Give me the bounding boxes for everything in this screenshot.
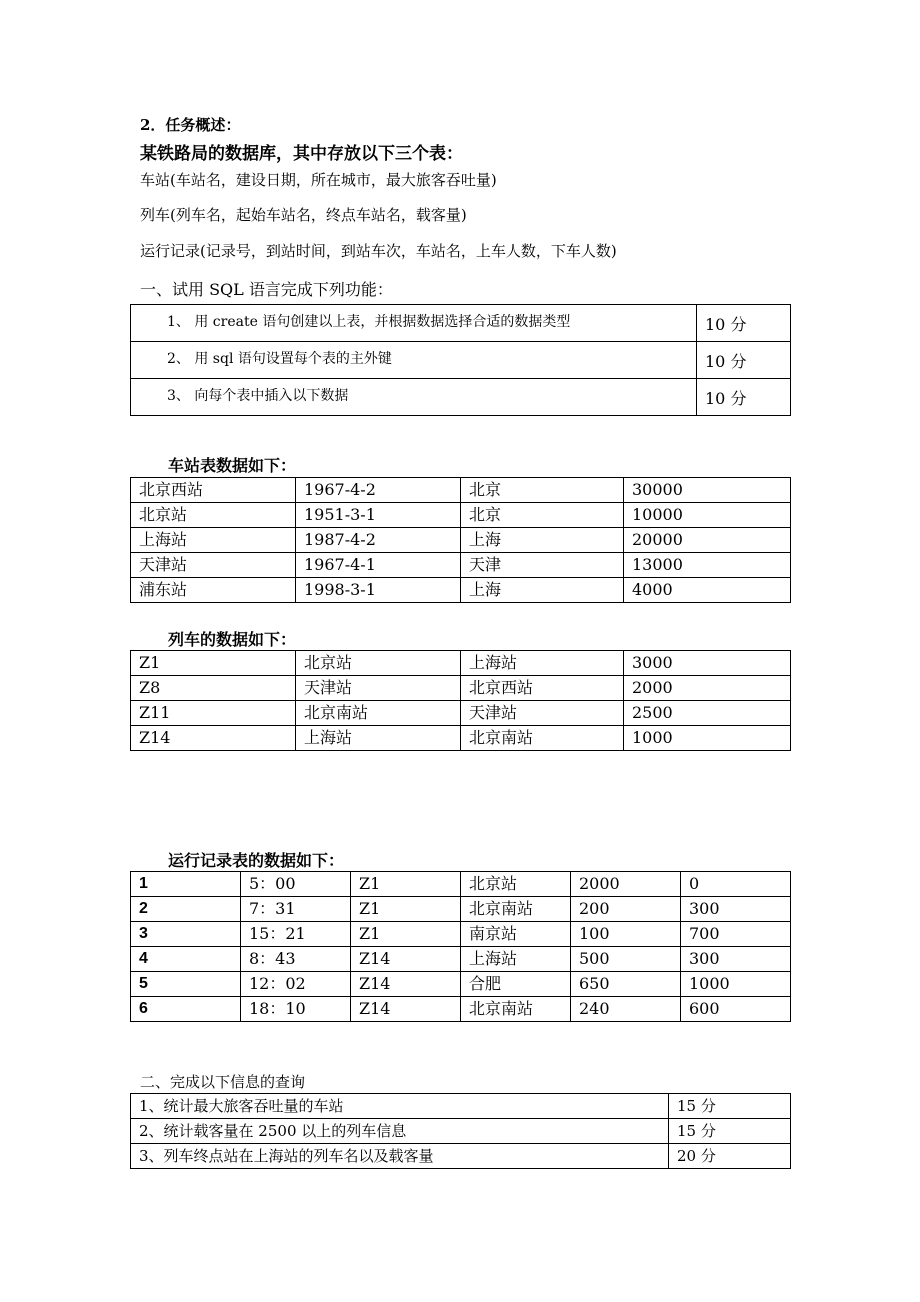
query-text: 2、统计载客量在 2500 以上的列车信息 (131, 1119, 669, 1144)
table-cell: 浦东站 (131, 578, 296, 603)
table-cell: 5 (131, 972, 241, 997)
table-cell: 4 (131, 947, 241, 972)
table-cell: 北京 (461, 503, 624, 528)
task-score: 10 分 (697, 305, 791, 342)
task-score: 10 分 (697, 379, 791, 416)
schema-line-train: 列车(列车名，起始车站名，终点车站名，载客量) (140, 206, 467, 224)
table-cell: 5：00 (241, 872, 351, 897)
table-row (131, 972, 791, 997)
table-cell: 8：43 (241, 947, 351, 972)
table-row (131, 503, 791, 528)
train-table-caption: 列车的数据如下： (168, 630, 297, 649)
task-row (131, 379, 791, 416)
task-row (131, 342, 791, 379)
table-cell: 700 (681, 922, 791, 947)
schema-line-record: 运行记录(记录号，到站时间，到站车次，车站名，上车人数，下车人数) (140, 242, 617, 260)
table-row (131, 922, 791, 947)
train-table (130, 650, 791, 751)
table-cell: 300 (681, 897, 791, 922)
table-cell: 12：02 (241, 972, 351, 997)
table-row (131, 478, 791, 503)
table-cell: 北京南站 (461, 897, 571, 922)
table-cell: 15：21 (241, 922, 351, 947)
table-cell: 650 (571, 972, 681, 997)
table-cell: Z1 (351, 872, 461, 897)
table-cell: 200 (571, 897, 681, 922)
table-cell: Z14 (351, 997, 461, 1022)
table-cell: 合肥 (461, 972, 571, 997)
table-cell: 北京站 (461, 872, 571, 897)
heading: 某铁路局的数据库，其中存放以下三个表： (140, 144, 463, 164)
table-cell: 1987-4-2 (296, 528, 461, 553)
table-cell: 7：31 (241, 897, 351, 922)
task-text: 3、 向每个表中插入以下数据 (131, 379, 697, 416)
table-cell: 上海 (461, 578, 624, 603)
table-cell: 2000 (624, 676, 791, 701)
table-cell: 18：10 (241, 997, 351, 1022)
table-cell: Z1 (351, 897, 461, 922)
table-cell: 1000 (624, 726, 791, 751)
table-cell: 1 (131, 872, 241, 897)
table-cell: 天津站 (461, 701, 624, 726)
table-cell: 6 (131, 997, 241, 1022)
table-cell: Z14 (351, 972, 461, 997)
table-row (131, 651, 791, 676)
table-cell: 30000 (624, 478, 791, 503)
table-cell: 北京南站 (296, 701, 461, 726)
section-title: 2．任务概述： (140, 116, 241, 134)
table-cell: Z14 (131, 726, 296, 751)
station-table-caption: 车站表数据如下： (168, 456, 297, 475)
table-cell: 2500 (624, 701, 791, 726)
table-cell: 0 (681, 872, 791, 897)
table-cell: 20000 (624, 528, 791, 553)
task-row (131, 305, 791, 342)
task-text: 1、 用 create 语句创建以上表，并根据数据选择合适的数据类型 (131, 305, 697, 342)
table-row (131, 872, 791, 897)
table-cell: 天津站 (131, 553, 296, 578)
record-table-caption: 运行记录表的数据如下： (168, 851, 345, 870)
table-cell: 天津站 (296, 676, 461, 701)
table-cell: 1000 (681, 972, 791, 997)
table-cell: 2 (131, 897, 241, 922)
query-score: 15 分 (669, 1119, 791, 1144)
part2-title: 二、完成以下信息的查询 (140, 1073, 306, 1091)
station-table (130, 477, 791, 603)
table-cell: 北京站 (296, 651, 461, 676)
task-table (130, 304, 791, 416)
table-cell: 2000 (571, 872, 681, 897)
table-cell: 13000 (624, 553, 791, 578)
table-cell: 天津 (461, 553, 624, 578)
task-text: 2、 用 sql 语句设置每个表的主外键 (131, 342, 697, 379)
record-table (130, 871, 791, 1022)
table-row (131, 528, 791, 553)
query-score: 15 分 (669, 1094, 791, 1119)
schema-line-station: 车站(车站名，建设日期，所在城市，最大旅客吞吐量) (140, 171, 497, 189)
table-row (131, 1119, 791, 1144)
table-cell: 10000 (624, 503, 791, 528)
table-cell: 北京南站 (461, 997, 571, 1022)
table-cell: 240 (571, 997, 681, 1022)
table-cell: 500 (571, 947, 681, 972)
table-cell: 上海站 (131, 528, 296, 553)
table-cell: 3 (131, 922, 241, 947)
table-cell: 上海站 (296, 726, 461, 751)
table-cell: Z11 (131, 701, 296, 726)
table-row (131, 897, 791, 922)
table-cell: 北京站 (131, 503, 296, 528)
table-row (131, 676, 791, 701)
table-cell: 北京南站 (461, 726, 624, 751)
table-cell: Z14 (351, 947, 461, 972)
query-score: 20 分 (669, 1144, 791, 1169)
table-cell: 上海站 (461, 651, 624, 676)
table-cell: 100 (571, 922, 681, 947)
query-text: 3、列车终点站在上海站的列车名以及载客量 (131, 1144, 669, 1169)
table-cell: 1967-4-1 (296, 553, 461, 578)
table-cell: Z1 (351, 922, 461, 947)
table-cell: 1998-3-1 (296, 578, 461, 603)
table-row (131, 701, 791, 726)
table-cell: Z1 (131, 651, 296, 676)
part1-title: 一、试用 SQL 语言完成下列功能： (140, 280, 393, 299)
table-cell: 南京站 (461, 922, 571, 947)
query-text: 1、统计最大旅客吞吐量的车站 (131, 1094, 669, 1119)
table-cell: 上海 (461, 528, 624, 553)
table-row (131, 726, 791, 751)
table-row (131, 578, 791, 603)
table-row (131, 1094, 791, 1119)
table-cell: 1951-3-1 (296, 503, 461, 528)
table-cell: 1967-4-2 (296, 478, 461, 503)
table-cell: Z8 (131, 676, 296, 701)
table-cell: 北京西站 (131, 478, 296, 503)
table-cell: 4000 (624, 578, 791, 603)
table-cell: 3000 (624, 651, 791, 676)
table-row (131, 947, 791, 972)
table-cell: 上海站 (461, 947, 571, 972)
query-table (130, 1093, 791, 1169)
table-row (131, 1144, 791, 1169)
table-cell: 北京西站 (461, 676, 624, 701)
table-cell: 北京 (461, 478, 624, 503)
task-score: 10 分 (697, 342, 791, 379)
table-row (131, 553, 791, 578)
table-row (131, 997, 791, 1022)
table-cell: 600 (681, 997, 791, 1022)
table-cell: 300 (681, 947, 791, 972)
